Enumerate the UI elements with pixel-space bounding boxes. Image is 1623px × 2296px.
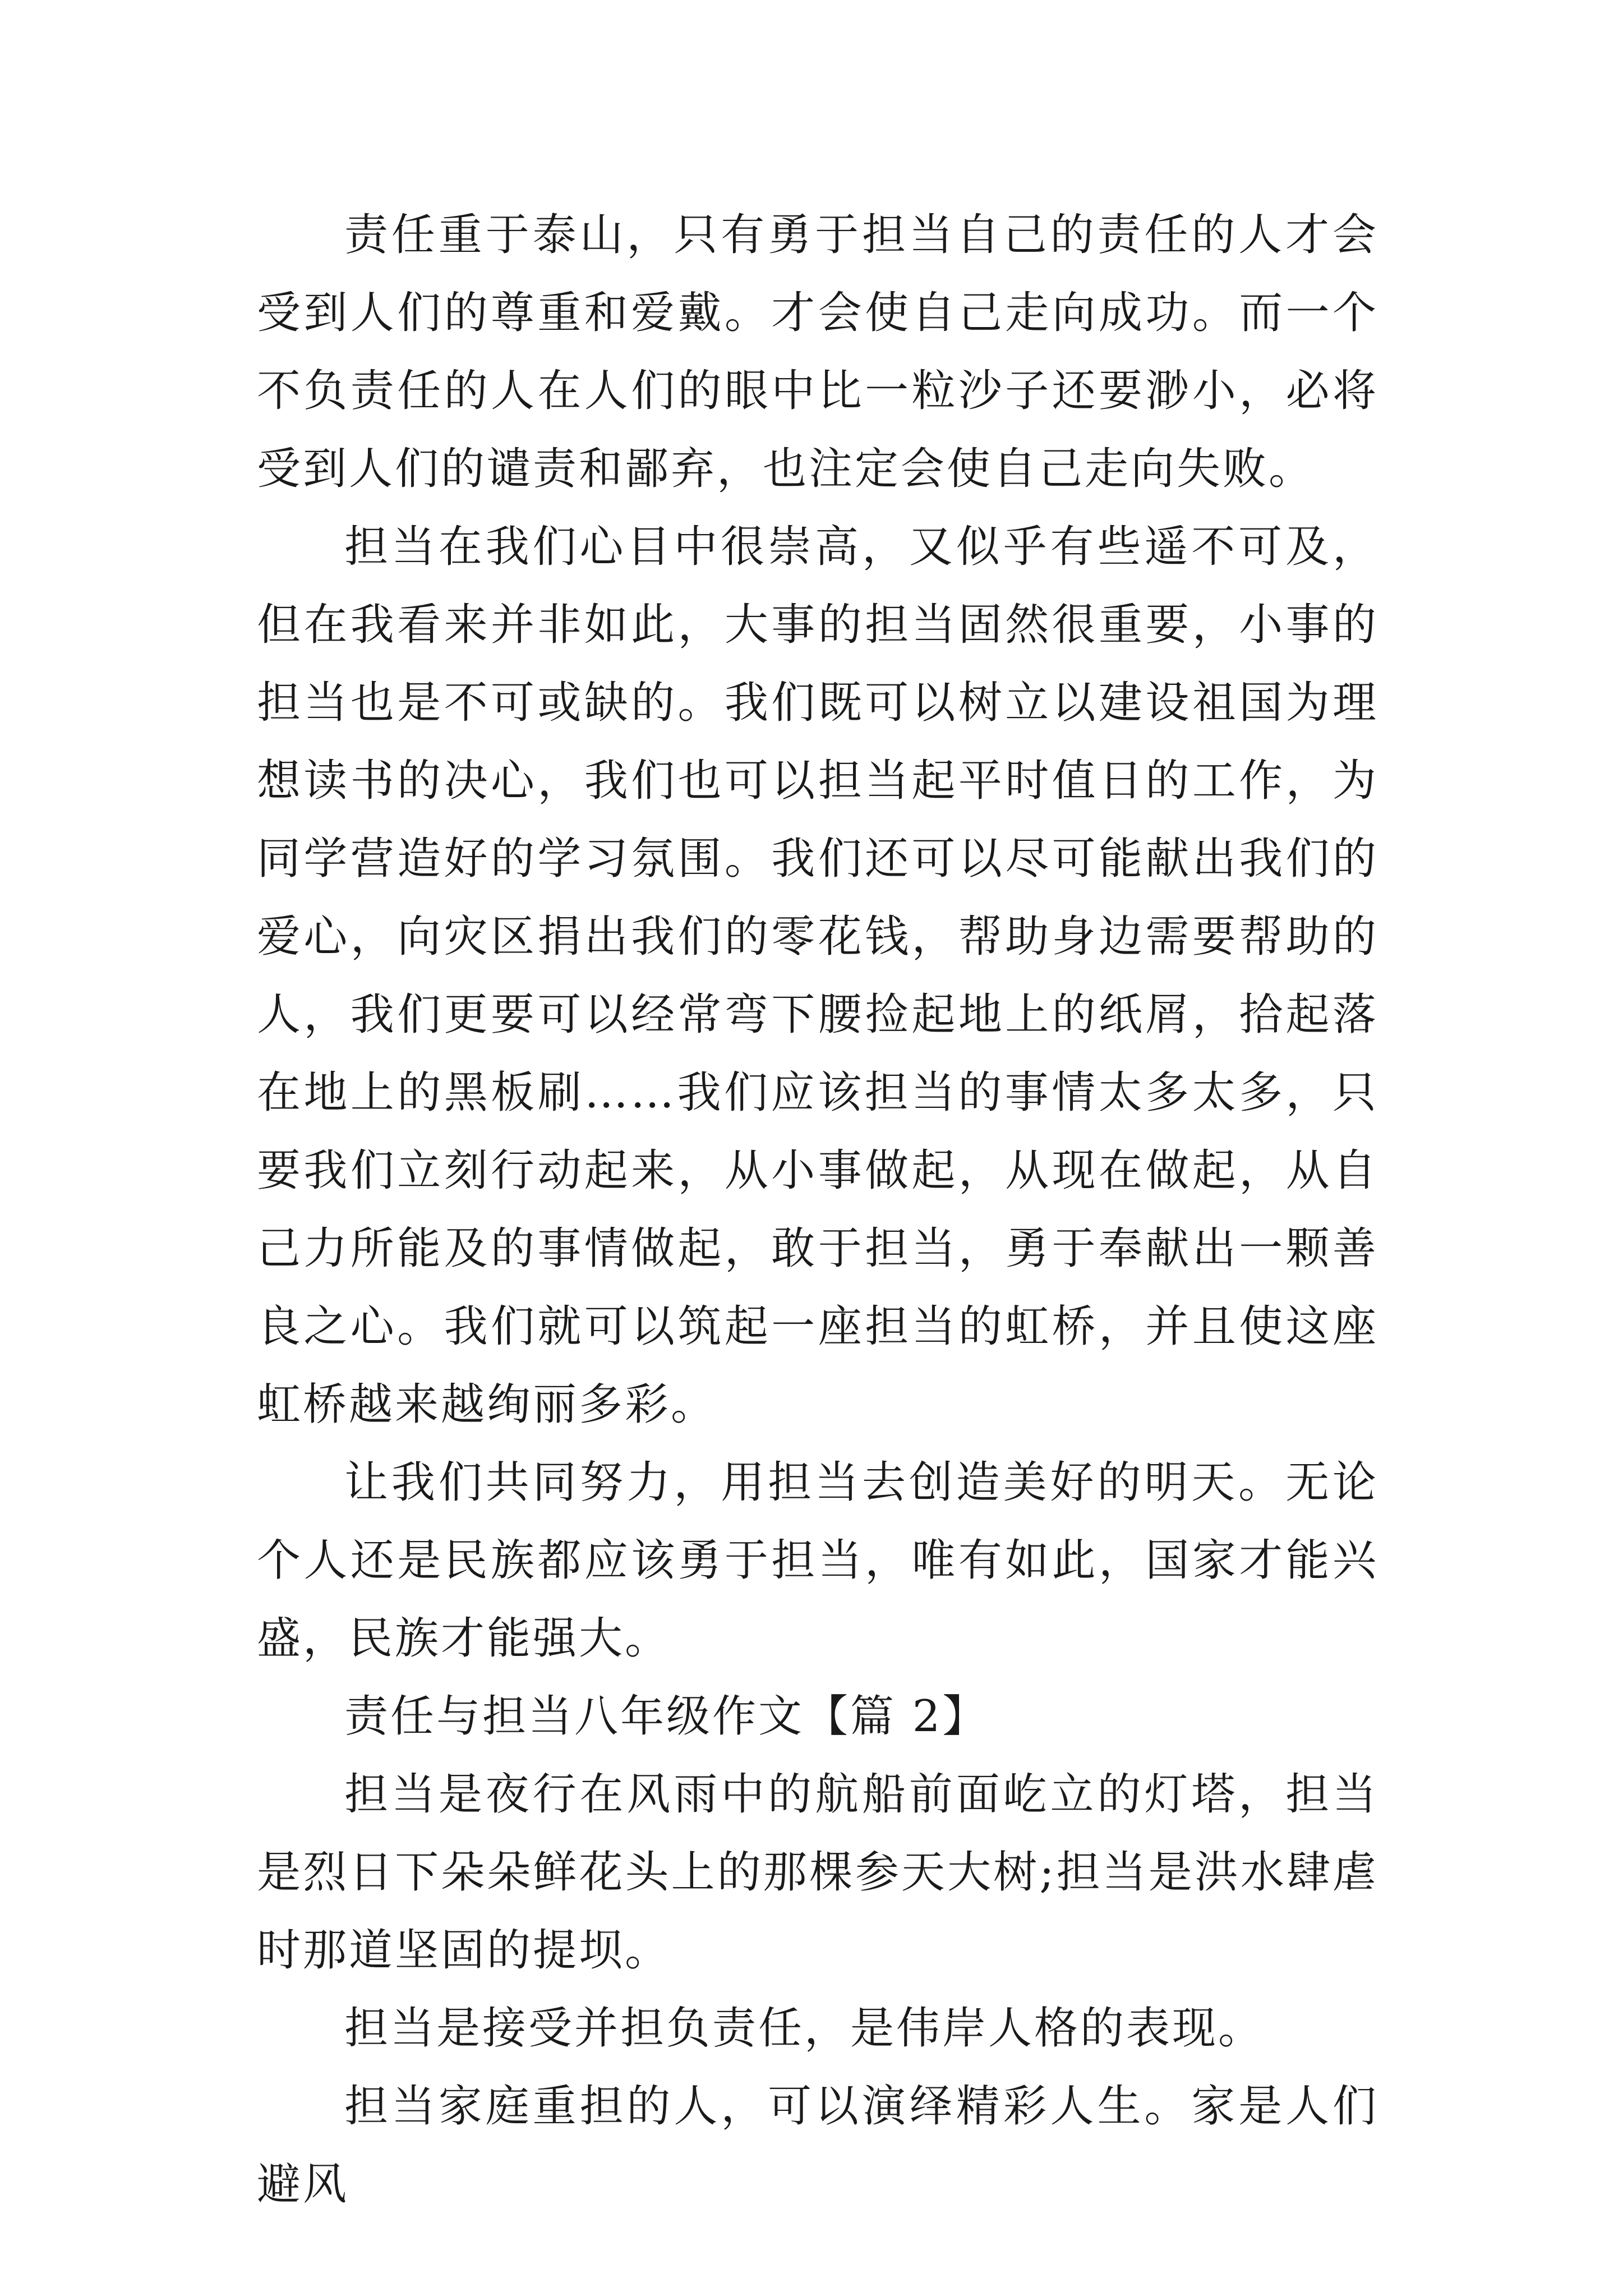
section-heading: 责任与担当八年级作文【篇 2】 (344, 1691, 989, 1742)
paragraph-together: 让我们共同努力，用担当去创造美好的明天。无论个人还是民族都应该勇于担当，唯有如此，国家才能兴盛，民族才能强大。 (257, 1457, 1378, 1664)
paragraph-responsibility: 责任重于泰山，只有勇于担当自己的责任的人才会受到人们的尊重和爱戴。才会使自己走向成功。而一个不负责任的人在人们的眼中比一粒沙子还要渺小，必将受到人们的谴责和鄙弃，也注定会使自己走向失败。 (257, 210, 1378, 494)
paragraph-family: 担当家庭重担的人，可以演绎精彩人生。家是人们避风 (257, 2081, 1378, 2210)
paragraph-small-things: 担当在我们心目中很崇高，又似乎有些遥不可及，但在我看来并非如此，大事的担当固然很重要，小事的担当也是不可或缺的。我们既可以树立以建设祖国为理想读书的决心，我们也可以担当起平时值日的工作，为同学营造好的学习氛围。我们还可以尽可能献出我们的爱心，向灾区捐出我们的零花钱，帮助身边需要帮助的人，我们更要可以经常弯下腰捡起地上的纸屑，拾起落在地上的黑板刷……我们应该担当的事情太多太多，只要我们立刻行动起来，从小事做起，从现在做起，从自己力所能及的事情做起，敢于担当，勇于奉献出一颗善良之心。我们就可以筑起一座担当的虹桥，并且使这座虹桥越来越绚丽多彩。 (257, 522, 1378, 1430)
paragraph-lighthouse: 担当是夜行在风雨中的航船前面屹立的灯塔，担当是烈日下朵朵鲜花头上的那棵参天大树;担当是洪水肆虐时那道坚固的提坝。 (257, 1769, 1378, 1976)
document-body (257, 196, 1378, 2224)
paragraph-definition: 担当是接受并担负责任，是伟岸人格的表现。 (344, 2003, 1265, 2054)
